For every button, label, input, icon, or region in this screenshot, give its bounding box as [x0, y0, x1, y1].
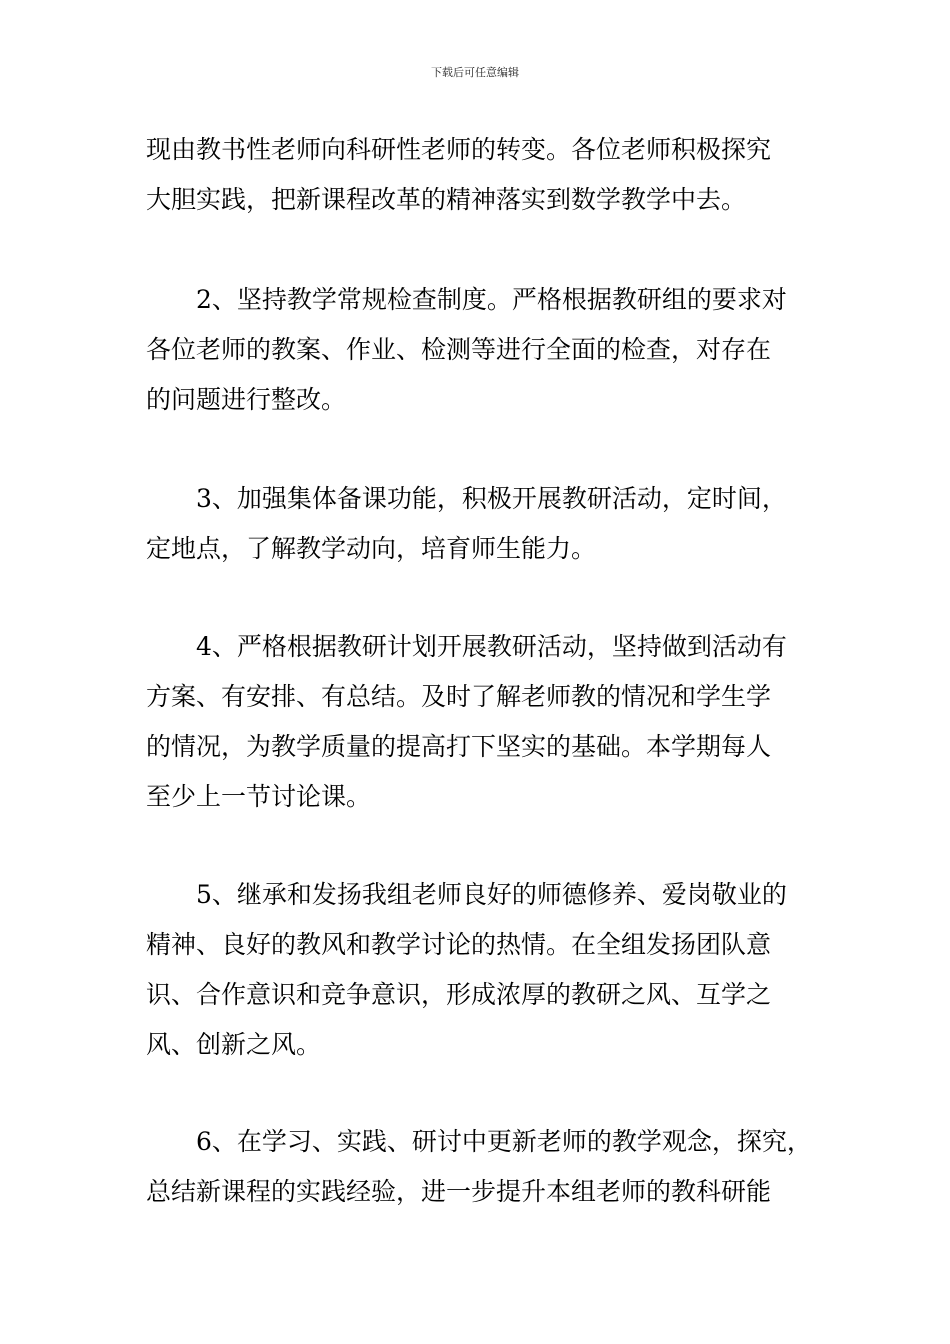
- paragraph-line: 各位老师的教案、作业、检测等进行全面的检查，对存在: [146, 335, 772, 364]
- page-header: 下载后可任意编辑: [431, 66, 519, 79]
- paragraph-line: 总结新课程的实践经验，进一步提升本组老师的教科研能: [146, 1177, 772, 1206]
- paragraph-line: 2、坚持教学常规检查制度。严格根据教研组的要求对: [196, 285, 787, 314]
- paragraph-line: 大胆实践，把新课程改革的精神落实到数学教学中去。: [146, 185, 747, 214]
- paragraph-line: 至少上一节讨论课。: [146, 782, 372, 811]
- paragraph-line: 3、加强集体备课功能，积极开展教研活动，定时间，: [196, 484, 787, 513]
- paragraph-2: [146, 275, 787, 425]
- paragraph-line: 精神、良好的教风和教学讨论的热情。在全组发扬团队意: [146, 930, 772, 959]
- paragraph-3: [146, 474, 787, 574]
- paragraph-line: 现由教书性老师向科研性老师的转变。各位老师积极探究: [146, 135, 772, 164]
- paragraph-line: 识、合作意识和竞争意识，形成浓厚的教研之风、互学之: [146, 980, 772, 1009]
- paragraph-1: [146, 125, 771, 225]
- paragraph-line: 4、严格根据教研计划开展教研活动，坚持做到活动有: [196, 632, 787, 661]
- paragraph-line: 5、继承和发扬我组老师良好的师德修养、爱岗敬业的: [196, 880, 787, 909]
- paragraph-line: 风、创新之风。: [146, 1030, 322, 1059]
- paragraph-line: 定地点，了解教学动向，培育师生能力。: [146, 534, 597, 563]
- paragraph-line: 的问题进行整改。: [146, 385, 347, 414]
- paragraph-line: 方案、有安排、有总结。及时了解老师教的情况和学生学: [146, 682, 772, 711]
- paragraph-line: 的情况，为教学质量的提高打下坚实的基础。本学期每人: [146, 732, 772, 761]
- paragraph-4: [146, 622, 787, 822]
- paragraph-5: [146, 870, 787, 1070]
- paragraph-6: [146, 1117, 812, 1217]
- paragraph-line: 6、在学习、实践、研讨中更新老师的教学观念，探究，: [196, 1127, 812, 1156]
